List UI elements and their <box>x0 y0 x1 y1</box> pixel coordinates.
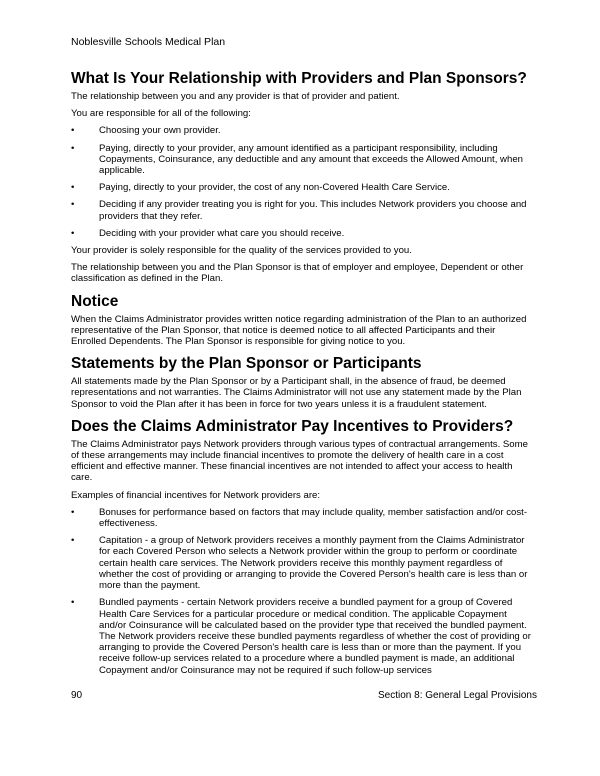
list-item <box>71 182 533 193</box>
heading-statements: Statements by the Plan Sponsor or Participants <box>71 355 422 373</box>
page-number: 90 <box>71 690 83 701</box>
list-item <box>71 228 533 239</box>
list-item-text: Capitation - a group of Network providers receives a monthly payment from the Claims Administrator for each Covered Person who selects a Network provider within the group to perform or coordinate certain health care services. The Network providers receive this monthly payment regardless of whether the cost of providing or arranging to provide the Covered Person's health care is less than or more than the payment. <box>99 535 528 592</box>
list-item-text: Paying, directly to your provider, the cost of any non-Covered Health Care Service. <box>99 182 450 194</box>
list-item <box>71 143 533 177</box>
bullet-list-incentives <box>71 507 533 676</box>
paragraph: The relationship between you and any provider is that of provider and patient. <box>71 91 400 102</box>
paragraph: All statements made by the Plan Sponsor or by a Participant shall, in the absence of fraud, be deemed representations and not warranties. The Claims Administrator will not use any statement made by the Plan Sponsor to void the Plan after it has been in force for two years unless it is a fraudulent statement. <box>71 376 522 410</box>
paragraph: The Claims Administrator pays Network providers through various types of contractual arrangements. Some of these arrangements may include financial incentives to promote the delivery of health care in a cost efficient and effective manner. These financial incentives are not intended to affect your access to health care. <box>71 438 528 484</box>
paragraph: The relationship between you and the Plan Sponsor is that of employer and employee, Dependent or other classification as defined in the Plan. <box>71 262 524 285</box>
list-item <box>71 535 533 591</box>
list-item-text: Paying, directly to your provider, any amount identified as a participant responsibility, including Copayments, Coinsurance, any deductible and any amount that exceeds the Allowed Amount, when applicable. <box>99 142 523 177</box>
paragraph: Your provider is solely responsible for the quality of the services provided to you. <box>71 245 412 257</box>
list-item <box>71 199 533 221</box>
list-item-text: Bundled payments - certain Network providers receive a bundled payment for a group of Covered Health Care Services for a particular procedure or medical condition. The applicable Copayment and/or Coinsurance will be calculated based on the provider type that received the bundled payment. The Network providers receive these bundled payments regardless of whether the cost of providing or arranging to provide the Covered Person's health care is less than or more than the payment. If you receive follow-up services related to a procedure where a bundled payment is made, an additional Copayment and/or Coinsurance may not be required if such follow-up services <box>99 597 531 676</box>
heading-notice: Notice <box>71 292 119 310</box>
footer-section-title: Section 8: General Legal Provisions <box>378 690 537 701</box>
list-item-text: Bonuses for performance based on factors that may include quality, member satisfaction and/or cost-effectiveness. <box>99 506 528 530</box>
bullet-list-responsibilities <box>71 125 533 239</box>
heading-relationship: What Is Your Relationship with Providers and Plan Sponsors? <box>71 70 527 87</box>
list-item-text: Deciding if any provider treating you is right for you. This includes Network providers you choose and providers that they refer. <box>99 199 527 222</box>
bullet-icon: • <box>71 142 75 154</box>
paragraph: When the Claims Administrator provides written notice regarding administration of the Plan to an authorized representative of the Plan Sponsor, that notice is deemed notice to all affected Participants and their Enrolled Dependents. The Plan Sponsor is responsible for giving notice to you. <box>71 313 527 348</box>
bullet-icon: • <box>71 182 75 194</box>
page-header: Noblesville Schools Medical Plan <box>71 36 226 48</box>
bullet-icon: • <box>71 597 75 609</box>
list-item <box>71 125 533 136</box>
bullet-icon: • <box>71 506 75 518</box>
list-item-text: Choosing your own provider. <box>99 125 221 137</box>
page-footer <box>71 690 537 701</box>
paragraph: You are responsible for all of the following: <box>71 108 251 120</box>
bullet-icon: • <box>71 535 75 547</box>
page-content <box>71 70 533 682</box>
bullet-icon: • <box>71 199 75 211</box>
paragraph: Examples of financial incentives for Network providers are: <box>71 489 321 501</box>
bullet-icon: • <box>71 227 75 239</box>
bullet-icon: • <box>71 125 75 137</box>
list-item-text: Deciding with your provider what care you should receive. <box>99 227 345 239</box>
list-item <box>71 597 533 675</box>
heading-incentives: Does the Claims Administrator Pay Incentives to Providers? <box>71 417 514 435</box>
list-item <box>71 507 533 529</box>
